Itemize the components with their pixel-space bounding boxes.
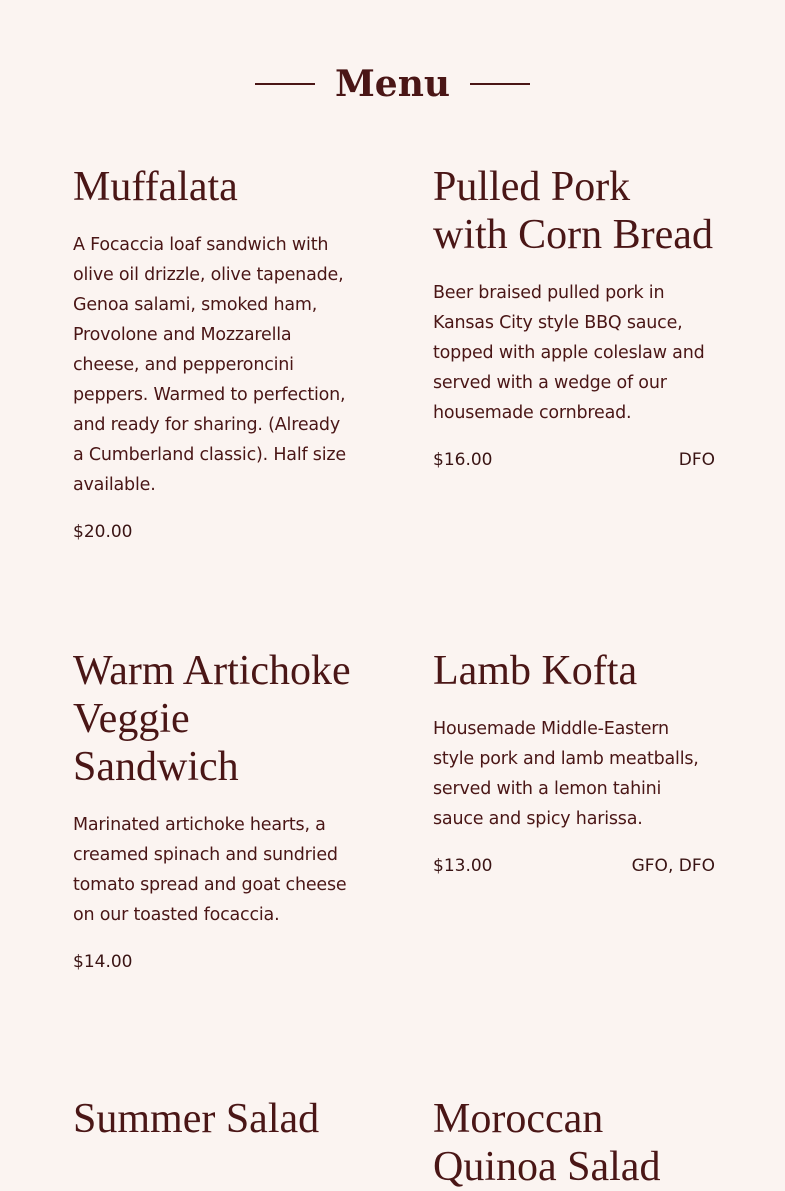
menu-item-name: Summer Salad <box>73 1096 320 1142</box>
menu-item-price: $13.00 <box>433 856 493 876</box>
menu-item-name: Pulled Pork with Corn Bread <box>433 164 713 258</box>
menu-item-name: Moroccan Quinoa Salad <box>433 1096 661 1190</box>
menu-item-description: Housemade Middle-Eastern style pork and lamb meatballs, served with a lemon tahini sauce and spicy harissa. <box>433 719 699 829</box>
menu-item-pulled-pork <box>433 163 715 472</box>
menu-item-tags: DFO <box>678 450 715 470</box>
menu-item-name: Muffalata <box>73 164 238 210</box>
menu-item-meta <box>433 448 715 472</box>
menu-item-muffalata <box>73 163 355 544</box>
page-title: Menu <box>334 63 451 105</box>
menu-item-name: Warm Artichoke Veggie Sandwich <box>73 648 351 790</box>
menu-item-meta <box>73 520 355 544</box>
menu-item-price: $16.00 <box>433 450 493 470</box>
header-rule-left <box>255 83 315 85</box>
menu-item-tags: GFO, DFO <box>631 856 715 876</box>
menu-item-description: Beer braised pulled pork in Kansas City style BBQ sauce, topped with apple coleslaw and served with a wedge of our housemade cornbread. <box>433 283 705 423</box>
menu-item-moroccan-quinoa-salad <box>433 1095 715 1191</box>
menu-item-price: $20.00 <box>73 522 133 542</box>
menu-item-lamb-kofta <box>433 647 715 878</box>
header-rule-right <box>470 83 530 85</box>
menu-item-artichoke-sandwich <box>73 647 355 974</box>
menu-item-price: $14.00 <box>73 952 133 972</box>
menu-item-summer-salad <box>73 1095 355 1143</box>
menu-item-description: Marinated artichoke hearts, a creamed spinach and sundried tomato spread and goat cheese on our toasted focaccia. <box>73 815 347 925</box>
menu-header <box>0 56 785 112</box>
menu-item-meta <box>73 950 355 974</box>
menu-item-description: A Focaccia loaf sandwich with olive oil drizzle, olive tapenade, Genoa salami, smoked ham, Provolone and Mozzarella cheese, and pepperoncini peppers. Warmed to perfection, and ready for sharing. (Already a Cumberland classic). Half size available. <box>73 235 346 495</box>
menu-item-meta <box>433 854 715 878</box>
menu-item-name: Lamb Kofta <box>433 648 638 694</box>
